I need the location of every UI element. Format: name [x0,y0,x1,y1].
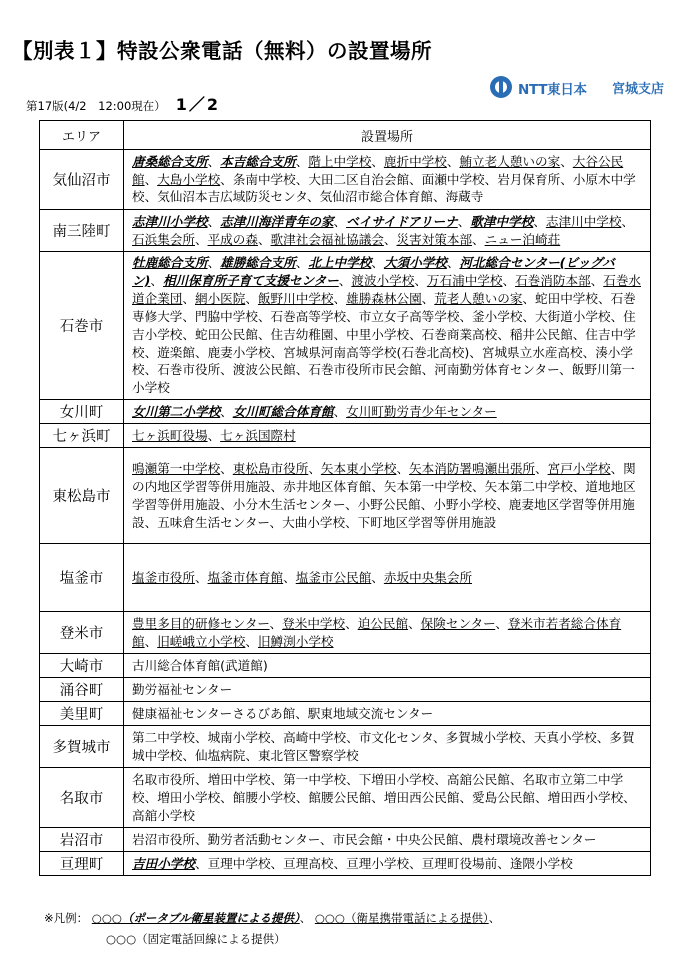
places-cell [124,150,651,210]
table-row [40,400,651,424]
facility-text: 、 [295,255,309,270]
facility-text: 、 [207,255,221,270]
places-cell [124,448,651,544]
facility-text: 、 [371,153,384,169]
facility-name: 大谷公民館 [132,153,624,187]
facility-text: 、 [371,569,384,585]
area-cell: 名取市 [40,768,124,828]
facility-text: 第二中学校、城南小学校、高崎中学校、市文化センタ、多賀城小学校、天真小学校、多賀城中学校、仙塩病院、東北管区警察学校 [132,729,635,763]
facility-text: 、 [560,153,573,169]
facility-text: 、 [345,615,358,631]
facility-text: 、 [150,272,163,288]
facility-text: 、 [533,213,546,229]
table-row [40,544,651,612]
table-row [40,768,651,828]
facility-text: 、 [308,460,321,476]
facility-text: 、 [144,171,158,187]
table-row [40,150,651,210]
facility-text: 、蛇田中学校、石巻専修大学、門脇中学校、石巻高等学校、市立女子高等学校、釜小学校、大街道小学校、住吉小学校、蛇田公民館、住吉幼稚園、中里小学校、石巻商業高校、稲井公民館、住吉中学校、遊楽館、鹿妻小学校、宮城県河南高等学校(石巻北高校)、宮城県立水産高校、湊小学校、石巻市役所、渡波公民館、石巻市役所市民会館、河南勤労体育センター、飯野川第一小学校 [132,290,636,396]
facility-name: 赤坂中央集会所 [383,569,473,585]
table-row [40,424,651,448]
facility-name: 雄勝森林公園 [346,290,422,306]
facility-name: 七ヶ浜町役場 [132,427,208,443]
facility-text: 、 [457,213,471,229]
legend-satellite-phone: ○○○（衛星携帯電話による提供） [314,911,489,925]
facility-name: 塩釜市体育館 [207,569,284,585]
facility-name: 矢本消防署鳴瀬出張所 [409,460,535,476]
legend-portable-satellite: ○○○（ポータブル衛星装置による提供） [91,911,300,925]
facility-name: 鮪立老人憩いの家 [459,153,561,169]
table-row [40,252,651,400]
legend-line-2 [44,929,500,950]
facility-name: 北上中学校 [308,255,372,270]
facility-name: 平成の森 [207,231,258,247]
facility-text: 岩沼市役所、勤労者活動センター、市民会館・中央公民館、農村環境改善センター [132,831,597,847]
places-cell [124,852,651,876]
facility-name: 鳴瀬第一中学校 [132,460,221,476]
facility-text: 、 [295,153,309,169]
installation-table [39,120,651,876]
area-cell: 気仙沼市 [40,150,124,210]
facility-name: 登米中学校 [282,615,346,631]
area-cell: 岩沼市 [40,828,124,852]
brand-company: NTT東日本 [518,82,587,98]
facility-text: 名取市役所、増田中学校、第一中学校、下増田小学校、高舘公民館、名取市立第二中学校、増田小学校、館腰小学校、館腰公民館、増田西公民館、愛島公民館、増田西小学校、高舘小学校 [132,771,636,823]
places-cell [124,210,651,252]
facility-text: 、 [144,633,158,649]
area-cell: 多賀城市 [40,726,124,768]
table-row [40,448,651,544]
facility-text: 、 [472,231,485,247]
table-row [40,210,651,252]
page-title: 【別表１】特設公衆電話（無料）の設置場所 [12,39,432,63]
places-cell [124,702,651,726]
ntt-logo-icon [490,76,512,98]
facility-name: 保険センター [420,615,496,631]
facility-text: 、 [207,153,221,169]
table-row [40,654,651,678]
facility-text: 、亘理中学校、亘理高校、亘理小学校、亘理町役場前、逢隈小学校 [194,855,573,871]
facility-text: 、条南中学校、大田二区自治会館、面瀬中学校、岩月保育所、小原木中学校、気仙沼本吉広域防災センタ、気仙沼市総合体育館、海蔵寺 [132,171,636,205]
area-cell: 涌谷町 [40,678,124,702]
places-cell [124,768,651,828]
table-body [40,150,651,876]
facility-name: 旧鱒渕小学校 [257,633,334,649]
facility-name: 豊里多目的研修センター [132,615,270,631]
places-cell [124,678,651,702]
facility-text: 、 [408,615,421,631]
facility-name: 迫公民館 [357,615,409,631]
facility-text: 、 [283,569,296,585]
area-cell: 塩釜市 [40,544,124,612]
area-cell: 登米市 [40,612,124,654]
facility-name: ニュー泊崎荘 [484,231,561,247]
legend [44,908,500,950]
facility-text: 、 [396,460,410,476]
table-row [40,612,651,654]
facility-text: 、 [446,255,460,270]
places-cell [124,424,651,448]
facility-name: 石巻水道企業団 [132,272,642,306]
facility-name: 石浜集会所 [132,231,195,247]
facility-text: 、 [194,231,208,247]
places-cell [124,654,651,678]
legend-separator: 、 [299,911,312,925]
facility-name: 吉田小学校 [132,855,195,871]
places-cell [124,726,651,768]
edition-info [26,92,220,115]
table-row [40,852,651,876]
facility-text: 、 [333,213,347,229]
facility-text: 、 [220,460,233,476]
area-cell: 亘理町 [40,852,124,876]
facility-text: 、 [338,272,352,288]
facility-name: 唐桑総合支所 [132,153,208,169]
table-row [40,726,651,768]
places-cell [124,252,651,400]
places-cell [124,400,651,424]
facility-text: 、 [245,633,258,649]
facility-name: 矢本東小学校 [320,460,397,476]
facility-text: 、 [621,213,634,229]
legend-fixed-line: ○○○（固定電話回線による提供） [106,932,286,946]
facility-name: 鹿折中学校 [383,153,447,169]
header-places: 設置場所 [124,121,651,150]
facility-name: 登米市若者総合体育館 [132,615,622,649]
facility-text: 古川総合体育館(武道館) [132,657,268,673]
facility-text: 、 [371,255,384,270]
facility-name: 女川第二小学校 [132,403,221,419]
facility-name: 飯野川中学校 [257,290,334,306]
legend-line-1 [44,908,500,929]
facility-name: 渡波小学校 [351,272,415,288]
area-cell: 南三陸町 [40,210,124,252]
facility-name: 七ヶ浜国際村 [220,427,296,443]
facility-text: 、 [269,615,283,631]
header-area: エリア [40,121,124,150]
facility-name: 網小医院 [194,290,246,306]
facility-text: 、 [333,290,347,306]
legend-separator: 、 [488,911,501,925]
facility-name: 志津川海洋青年の家 [220,213,334,229]
facility-text: 勤労福祉センター [132,681,233,697]
facility-text: 、 [495,615,508,631]
facility-text: 、 [245,290,258,306]
edition-text: 第17版(4/2 12:00現在） [26,99,166,113]
facility-name: 志津川小学校 [132,213,208,229]
brand-branch: 宮城支店 [612,82,665,97]
facility-name: 本吉総合支所 [220,153,296,169]
area-cell: 女川町 [40,400,124,424]
facility-text: 、 [207,427,221,443]
area-cell: 東松島市 [40,448,124,544]
facility-text: 、関の内地区学習等併用施設、赤井地区体育館、矢本第一中学校、矢本第二中学校、道地地区学習等併用施設、小分木生活センター、小野公民館、小野小学校、鹿妻地区学習等併用施設、五味倉生活センター、大曲小学校、下町地区学習等併用施設 [132,460,636,530]
facility-text: 、 [257,231,271,247]
facility-text: 、 [535,460,548,476]
facility-name: 東松島市役所 [232,460,309,476]
facility-text: 、 [182,290,195,306]
facility-text: 、 [383,231,397,247]
area-cell: 美里町 [40,702,124,726]
area-cell: 大崎市 [40,654,124,678]
facility-text: 、 [414,272,427,288]
page-number: 1／2 [175,95,221,114]
area-cell: 七ヶ浜町 [40,424,124,448]
facility-text: 、 [446,153,460,169]
facility-name: 女川町総合体育館 [232,403,334,419]
facility-name: 災害対策本部 [396,231,473,247]
facility-text: 、 [590,272,604,288]
facility-name: 歌津中学校 [470,213,534,229]
facility-name: 大須小学校 [383,255,447,270]
facility-name: 万石浦中学校 [426,272,503,288]
facility-name: 牡鹿総合支所 [132,255,208,270]
facility-name: 階上中学校 [308,153,372,169]
facility-name: 女川町勤労青少年センター [346,403,497,419]
facility-name: 大島小学校 [157,171,221,187]
legend-prefix: ※凡例： [44,911,89,925]
facility-name: 河北総合センター(ビッグバン) [132,255,615,288]
facility-name: 相川保育所子育て支援センター [162,272,339,288]
facility-name: ベイサイドアリーナ [346,213,458,229]
facility-name: 塩釜市公民館 [295,569,372,585]
facility-name: 志津川中学校 [545,213,622,229]
table-row [40,702,651,726]
facility-text: 、 [502,272,516,288]
places-cell [124,612,651,654]
facility-text: 、 [194,569,208,585]
facility-text: 、 [220,403,233,419]
table-row [40,678,651,702]
facility-name: 歌津社会福祉協議会 [270,231,384,247]
facility-text: 、 [333,403,347,419]
places-cell [124,544,651,612]
facility-name: 石巻消防本部 [515,272,591,288]
facility-name: 雄勝総合支所 [220,255,296,270]
facility-name: 荒老人憩いの家 [434,290,523,306]
places-cell [124,828,651,852]
facility-text: 健康福祉センターさるびあ館、駅東地域交流センター [132,705,434,721]
table-row [40,828,651,852]
facility-text: 、 [207,213,221,229]
area-cell: 石巻市 [40,252,124,400]
facility-name: 旧嵯峨立小学校 [157,633,246,649]
facility-name: 宮戸小学校 [547,460,611,476]
facility-text: 、 [421,290,435,306]
facility-name: 塩釜市役所 [132,569,195,585]
table-header-row [40,121,651,150]
